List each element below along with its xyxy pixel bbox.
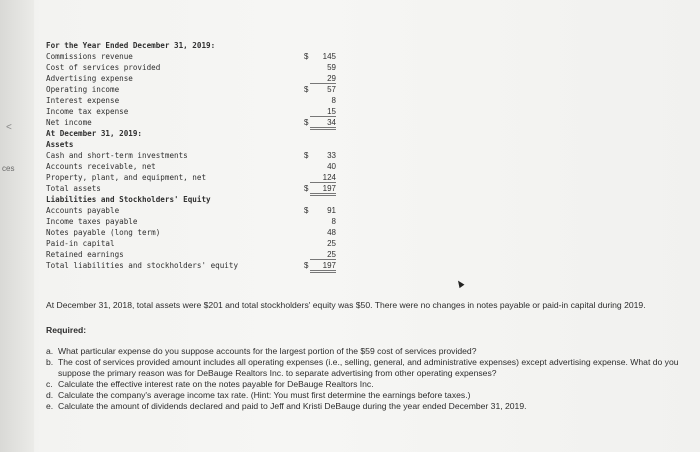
statement-row (46, 194, 336, 205)
statement-row-label: Net income (46, 118, 92, 127)
statement-row (46, 106, 336, 117)
statement-row (46, 95, 336, 106)
statement-row-label: Cash and short-term investments (46, 151, 188, 160)
currency-sign: $ (304, 151, 309, 160)
statement-row (46, 238, 336, 249)
question-item (46, 379, 686, 390)
statement-row (46, 139, 336, 150)
statement-row-value: 8 (331, 96, 336, 105)
statement-row-label: Advertising expense (46, 74, 133, 83)
question-item (46, 346, 686, 357)
question-text: Calculate the amount of dividends declared and paid to Jeff and Kristi DeBauge during the year ended December 31, 2019. (58, 401, 527, 411)
statement-row-label: Interest expense (46, 96, 120, 105)
statement-row-value: 25 (327, 239, 336, 248)
question-key: c. (46, 379, 53, 389)
mouse-cursor-icon (456, 279, 465, 288)
total-double-underline (310, 270, 336, 273)
statement-row-label: Income tax expense (46, 107, 129, 116)
currency-sign: $ (304, 261, 309, 270)
statement-row-value: 25 (327, 250, 336, 259)
statement-row (46, 40, 336, 51)
statement-row-label: Total assets (46, 184, 101, 193)
currency-sign: $ (304, 118, 309, 127)
chevron-left-icon[interactable]: < (6, 122, 12, 133)
statement-row-value: 124 (322, 173, 336, 182)
statement-row-label: Accounts receivable, net (46, 162, 156, 171)
statement-row-value: 197 (322, 261, 336, 270)
statement-row-label: Accounts payable (46, 206, 120, 215)
question-item (46, 357, 686, 379)
question-text: What particular expense do you suppose accounts for the largest portion of the $59 cost of services provided? (58, 346, 477, 356)
statement-row (46, 227, 336, 238)
statement-row (46, 62, 336, 73)
edge-label: ces (2, 164, 15, 173)
statement-row-value: 33 (327, 151, 336, 160)
question-list (46, 346, 686, 412)
statement-row (46, 216, 336, 227)
statement-row (46, 73, 336, 84)
statement-row-value: 57 (327, 85, 336, 94)
question-key: a. (46, 346, 54, 356)
question-key: d. (46, 390, 54, 400)
statement-row-label: Total liabilities and stockholders' equity (46, 261, 239, 270)
problem-text (46, 300, 686, 412)
currency-sign: $ (304, 85, 309, 94)
question-item (46, 401, 686, 412)
statement-row-label: Cost of services provided (46, 63, 161, 72)
statement-row-value: 59 (327, 63, 336, 72)
statement-row-value: 29 (327, 74, 336, 83)
statement-row-label: At December 31, 2019: (46, 129, 143, 138)
statement-row-label: Operating income (46, 85, 120, 94)
statement-row-value: 8 (331, 217, 336, 226)
statement-row-label: Liabilities and Stockholders' Equity (46, 195, 211, 204)
statement-row (46, 128, 336, 139)
statement-row (46, 117, 336, 128)
statement-row (46, 150, 336, 161)
currency-sign: $ (304, 52, 309, 61)
question-key: b. (46, 357, 54, 367)
question-text: Calculate the company's average income tax rate. (Hint: You must first determine the earnings before taxes.) (58, 390, 471, 400)
intro-paragraph: At December 31, 2018, total assets were $201 and total stockholders' equity was $50. There were no changes in notes payable or paid-in capital during 2019. (46, 300, 646, 310)
left-panel-edge (0, 0, 34, 452)
statement-row-value: 145 (322, 52, 336, 61)
statement-row (46, 161, 336, 172)
statement-row-value: 34 (327, 118, 336, 127)
statement-row-value: 40 (327, 162, 336, 171)
currency-sign: $ (304, 206, 309, 215)
statement-row-label: Property, plant, and equipment, net (46, 173, 207, 182)
currency-sign: $ (304, 184, 309, 193)
statement-row (46, 172, 336, 183)
statement-row-label: Commissions revenue (46, 52, 133, 61)
statement-row-value: 91 (327, 206, 336, 215)
question-text: The cost of services provided amount includes all operating expenses (i.e., selling, general, and administrative expenses) except advertising expense. What do you suppose the primary reason was for DeBauge Realtors Inc. to separate advertising from other operating expenses? (58, 357, 679, 378)
question-text: Calculate the effective interest rate on the notes payable for DeBauge Realtors Inc. (58, 379, 374, 389)
statement-row-value: 197 (322, 184, 336, 193)
statement-row (46, 84, 336, 95)
statement-row-label: Assets (46, 140, 74, 149)
statement-row-label: Retained earnings (46, 250, 124, 259)
required-heading: Required: (46, 325, 87, 335)
question-item (46, 390, 686, 401)
question-key: e. (46, 401, 54, 411)
statement-row-value: 15 (327, 107, 336, 116)
statement-row-label: Notes payable (long term) (46, 228, 161, 237)
statement-row (46, 51, 336, 62)
financial-statement (46, 40, 336, 271)
statement-row-label: Income taxes payable (46, 217, 138, 226)
statement-row (46, 183, 336, 194)
statement-row (46, 249, 336, 260)
statement-row-label: For the Year Ended December 31, 2019: (46, 41, 216, 50)
statement-row-value: 48 (327, 228, 336, 237)
statement-row (46, 260, 336, 271)
statement-row (46, 205, 336, 216)
statement-row-label: Paid-in capital (46, 239, 115, 248)
